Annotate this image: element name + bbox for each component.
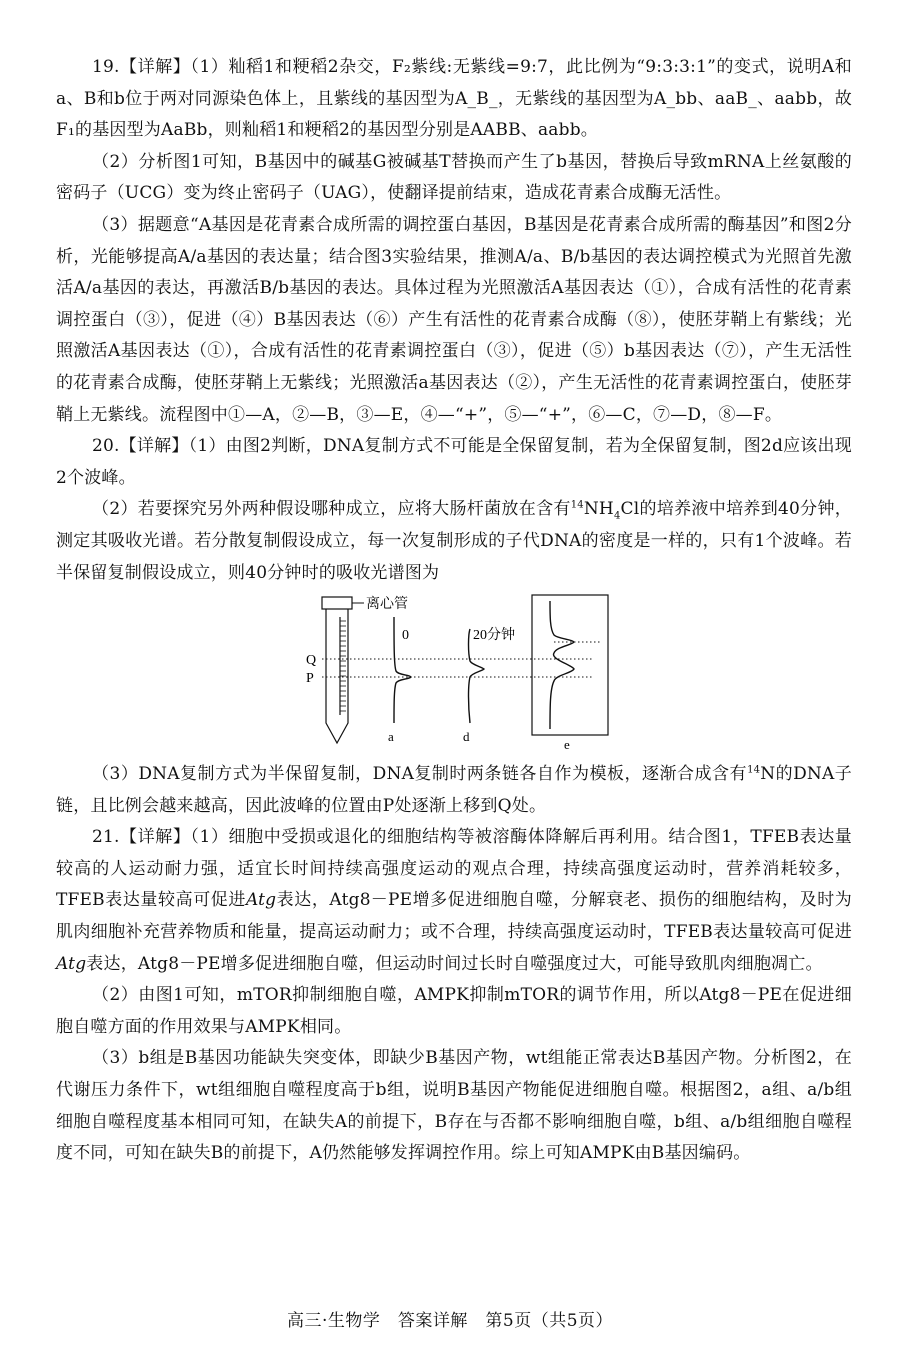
label-e: e — [564, 737, 570, 753]
label-20min: 20分钟 — [473, 628, 515, 644]
q19-part1: 19.【详解】（1）籼稻1和粳稻2杂交，F₂紫线:无紫线=9:7，此比例为“9:3:3:1”的变式，说明A和a、B和b位于两对同源染色体上，且紫线的基因型为A_B_，无紫线的基因型为A_bb、aaB_、aabb，故F₁的基因型为AaBb，则籼稻1和粳稻2的基因型分别是AABB、aabb。 — [56, 57, 852, 141]
answer-box-e — [532, 595, 608, 735]
answer-page — [56, 52, 852, 1170]
q20-part3: （3）DNA复制方式为半保留复制，DNA复制时两条链各自作为模板，逐渐合成含有$^{14}$N的DNA子链，且比例会越来越高，因此波峰的位置由P处逐渐上移到Q处。 — [56, 764, 852, 816]
label-0: 0 — [402, 628, 409, 644]
q21-part3: （3）b组是B基因功能缺失突变体，即缺少B基因产物，wt组能正常表达B基因产物。分析图2，在代谢压力条件下，wt组细胞自噬程度高于b组，说明B基因产物能促进细胞自噬。根据图2，a组、a/b组细胞自噬程度基本相同可知，在缺失A的前提下，B存在与否都不影响细胞自噬，b组、a/b组细胞自噬程度不同，可知在缺失B的前提下，A仍然能够发挥调控作用。综上可知AMPK由B基因编码。 — [56, 1048, 852, 1164]
label-d: d — [463, 729, 470, 745]
curve-d — [469, 629, 485, 723]
q19-part3: （3）据题意“A基因是花青素合成所需的调控蛋白基因，B基因是花青素合成所需的酶基因”和图2分析，光能够提高A/a基因的表达量；结合图3实验结果，推测A/a、B/b基因的表达调控模式为光照首先激活A/a基因的表达，再激活B/b基因的表达。具体过程为光照激活A基因表达（①），合成有活性的花青素调控蛋白（③），促进（④）B基因表达（⑥）产生有活性的花青素合成酶（⑧），使胚芽鞘上有紫线；光照激活A基因表达（①），合成有活性的花青素调控蛋白（③），促进（⑤）b基因表达（⑦），产生无活性的花青素合成酶，使胚芽鞘上无紫线；光照激活a基因表达（②），产生无活性的花青素调控蛋白，使胚芽鞘上无紫线。流程图中①—A，②—B，③—E，④—“+”，⑤—“+”，⑥—C，⑦—D，⑧—F。 — [56, 214, 852, 425]
q20-part1: 20.【详解】（1）由图2判断，DNA复制方式不可能是全保留复制，若为全保留复制，图2d应该出现2个波峰。 — [56, 436, 852, 488]
centrifuge-tube-icon — [322, 597, 352, 743]
label-q: Q — [306, 653, 317, 669]
q21-part1: 21.【详解】（1）细胞中受损或退化的细胞结构等被溶酶体降解后再利用。结合图1，TFEB表达量较高的人运动耐力强，适宜长时间持续高强度运动的观点合理，持续高强度运动时，营养消耗较多，TFEB表达量较高可促进Atg表达，Atg8－PE增多促进细胞自噬，分解衰老、损伤的细胞结构，及时为肌肉细胞补充营养物质和能量，提高运动耐力；或不合理，持续高强度运动时，TFEB表达量较高可促进Atg表达，Atg8－PE增多促进细胞自噬，但运动时间过长时自噬强度过大，可能导致肌肉细胞凋亡。 — [56, 827, 852, 974]
curve-e — [550, 601, 574, 729]
label-p: P — [306, 671, 314, 687]
q19-part2: （2）分析图1可知，B基因中的碱基G被碱基T替换而产生了b基因，替换后导致mRNA上丝氨酸的密码子（UCG）变为终止密码子（UAG），使翻译提前结束，造成花青素合成酶无活性。 — [56, 151, 852, 204]
tube-label: 离心管 — [366, 597, 408, 613]
page-footer: 高三·生物学 答案详解 第5页（共5页） — [286, 1311, 614, 1331]
label-a: a — [388, 729, 394, 745]
q20-part2: （2）若要探究另外两种假设哪种成立，应将大肠杆菌放在含有$^{14}NH_4Cl$的培养液中培养到40分钟，测定其吸收光谱。若分散复制假设成立，每一次复制形成的子代DNA的密度是一样的，只有1个波峰。若半保留复制假设成立，则40分钟时的吸收光谱图为 — [56, 499, 853, 583]
q21-part2: （2）由图1可知，mTOR抑制细胞自噬，AMPK抑制mTOR的调节作用，所以Atg8－PE在促进细胞自噬方面的作用效果与AMPK相同。 — [56, 985, 852, 1037]
absorption-spectrum-figure — [306, 595, 638, 753]
